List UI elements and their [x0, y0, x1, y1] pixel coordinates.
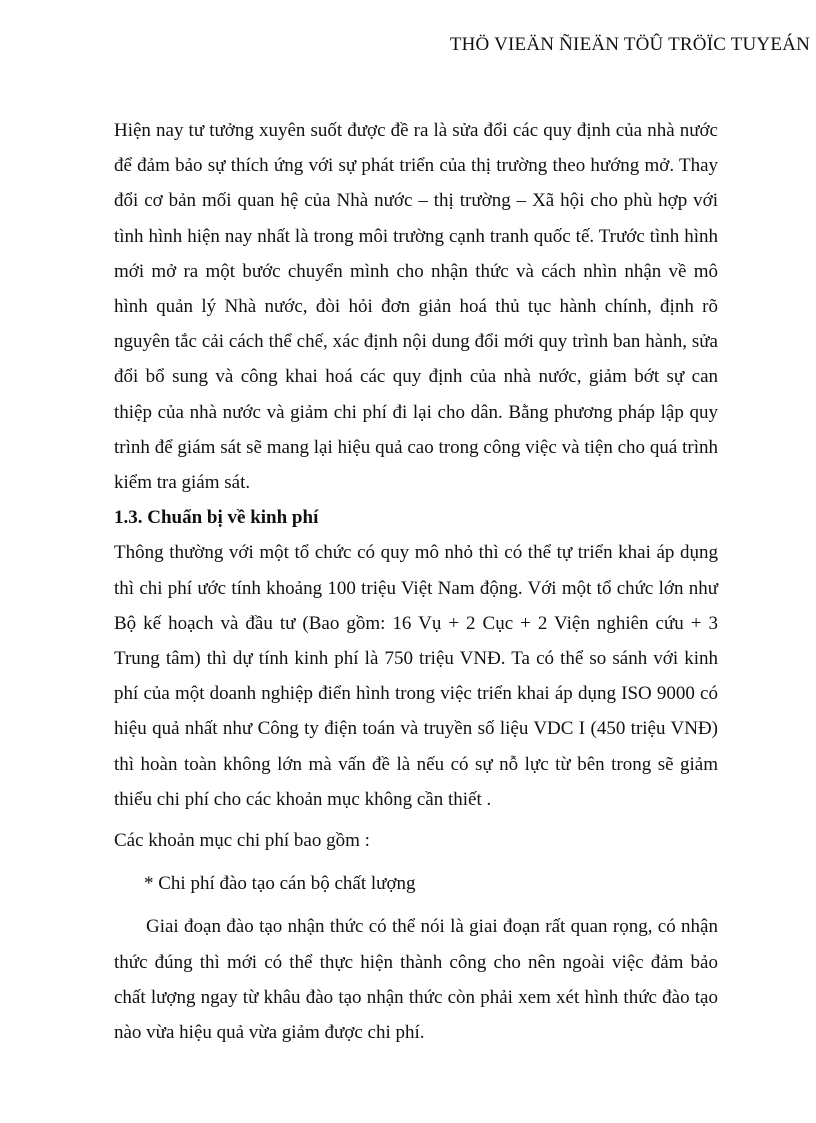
document-body	[114, 113, 718, 1050]
section-heading: 1.3. Chuẩn bị về kinh phí	[114, 507, 319, 529]
page-header: THÖ VIEÄN ÑIEÄN TÖÛ TRÖÏC TUYEÁN	[449, 34, 810, 55]
paragraph-intro: Hiện nay tư tưởng xuyên suốt được đề ra là sửa đổi các quy định của nhà nước để đảm bảo sự thích ứng với sự phát triển của thị trường theo hướng mở. Thay đổi cơ bản mối quan hệ của Nhà nước – thị trường – Xã hội cho phù hợp với tình hình hiện nay nhất là trong môi trường cạnh tranh quốc tế. Trước tình hình mới mở ra một bước chuyển mình cho nhận thức và cách nhìn nhận về mô hình quản lý Nhà nước, đòi hỏi đơn giản hoá thủ tục hành chính, định rõ nguyên tắc cải cách thể chế, xác định nội dung đổi mới quy trình ban hành, sửa đổi bổ sung và công khai hoá các quy định của nhà nước, giảm bớt sự can thiệp của nhà nước và giảm chi phí đi lại cho dân. Bằng phương pháp lập quy trình để giám sát sẽ mang lại hiệu quả cao trong công việc và tiện cho quá trình kiểm tra giám sát.	[114, 120, 718, 494]
paragraph-training: Giai đoạn đào tạo nhận thức có thể nói là giai đoạn rất quan rọng, có nhận thức đúng thì mới có thể thực hiện thành công cho nên ngoài việc đảm bảo chất lượng ngay từ khâu đào tạo nhận thức còn phải xem xét hình thức đào tạo nào vừa hiệu quả vừa giảm được chi phí.	[114, 916, 718, 1044]
list-item: * Chi phí đào tạo cán bộ chất lượng	[144, 873, 416, 895]
paragraph-budget: Thông thường với một tổ chức có quy mô nhỏ thì có thể tự triển khai áp dụng thì chi phí ước tính khoảng 100 triệu Việt Nam động. Với một tổ chức lớn như Bộ kế hoạch và đầu tư (Bao gồm: 16 Vụ + 2 Cục + 2 Viện nghiên cứu + 3 Trung tâm) thì dự tính kinh phí là 750 triệu VNĐ. Ta có thể so sánh với kinh phí của một doanh nghiệp điển hình trong việc triển khai áp dụng ISO 9000 có hiệu quả nhất như Công ty điện toán và truyền số liệu VDC I (450 triệu VNĐ) thì hoàn toàn không lớn mà vấn đề là nếu có sự nỗ lực từ bên trong sẽ giảm thiểu chi phí cho các khoản mục không cần thiết .	[114, 542, 718, 810]
cost-items-intro: Các khoản mục chi phí bao gồm :	[114, 830, 370, 852]
